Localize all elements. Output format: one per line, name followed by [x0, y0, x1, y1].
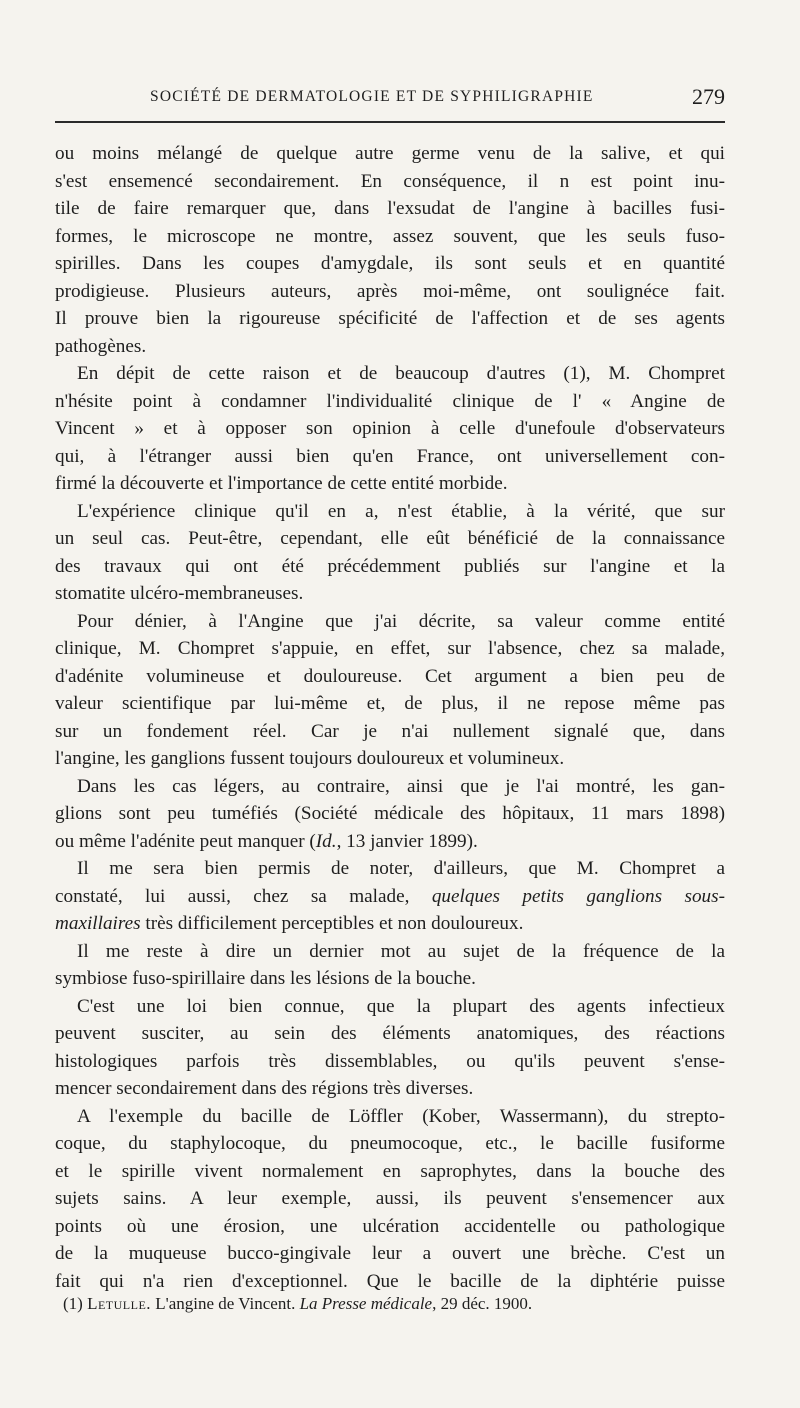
text-line: peuvent susciter, au sein des éléments anatomiques, des réactions [55, 1023, 725, 1044]
text-line: Il prouve bien la rigoureuse spécificité de l'affection et de ses agents [55, 308, 725, 329]
footnote-author: Letulle. [87, 1294, 152, 1313]
text-line: Il me reste à dire un dernier mot au sujet de la fréquence de la [77, 940, 725, 962]
text-line: A l'exemple du bacille de Löffler (Kober, Wassermann), du strepto- [77, 1105, 725, 1127]
text-line: sur un fondement réel. Car je n'ai nullement signalé que, dans [55, 720, 725, 742]
page-number: 279 [692, 84, 725, 109]
text-line: C'est une loi bien connue, que la plupart des agents infectieux [77, 995, 725, 1017]
text-line: un seul cas. Peut-être, cependant, elle eût bénéficié de la connaissance [55, 528, 725, 549]
text-line: En dépit de cette raison et de beaucoup d'autres (1), M. Chompret [77, 363, 725, 384]
text-segment: très difficilement perceptibles et non douloureux. [140, 913, 524, 934]
text-line: des travaux qui ont été précédemment publiés sur l'angine et la [55, 555, 725, 577]
footnote [55, 1292, 733, 1316]
text-line: histologiques parfois très dissemblables, ou qu'ils peuvent s'ense- [55, 1050, 725, 1072]
header-rule [55, 121, 725, 123]
text-line: s'est ensemencé secondairement. En conséquence, il n est point inu- [55, 170, 725, 192]
text-line: n'hésite point à condamner l'individualité clinique de l' « Angine de [55, 390, 725, 412]
text-line: et le spirille vivent normalement en saprophytes, dans la bouche des [55, 1160, 725, 1182]
text-line: spirilles. Dans les coupes d'amygdale, ils sont seuls et en quantité [55, 253, 725, 274]
text-line: glions sont peu tuméfiés (Société médicale des hôpitaux, 11 mars 1898) [55, 803, 725, 824]
text-line: de la muqueuse bucco-gingivale leur a ouvert une brèche. C'est un [55, 1243, 725, 1264]
text-line: Dans les cas légers, au contraire, ainsi que je l'ai montré, les gan- [77, 775, 725, 797]
text-line: qui, à l'étranger aussi bien qu'en France, ont universellement con- [55, 445, 725, 467]
text-line: Vincent » et à opposer son opinion à celle d'unefoule d'observateurs [55, 418, 725, 439]
text-line: points où une érosion, une ulcération accidentelle ou pathologique [55, 1215, 725, 1237]
text-segment: , 13 janvier 1899). [336, 830, 478, 852]
text-line [55, 910, 725, 938]
footnote-date: , 29 déc. 1900. [432, 1294, 533, 1313]
text-line: firmé la découverte et l'importance de cette entité morbide. [55, 473, 508, 494]
text-line: Il me sera bien permis de noter, d'ailleurs, que M. Chompret a [77, 858, 725, 879]
text-line: pathogènes. [55, 335, 147, 357]
italic-ref: Id. [315, 830, 337, 852]
text-line [55, 883, 725, 911]
text-line [55, 828, 725, 856]
text-line: valeur scientifique par lui-même et, de plus, il ne repose même pas [55, 693, 725, 714]
text-line: Pour dénier, à l'Angine que j'ai décrite, sa valeur comme entité [77, 610, 725, 632]
footnote-text: L'angine de Vincent. [151, 1294, 300, 1313]
body-text [55, 140, 725, 1295]
footnote-mark: (1) [63, 1294, 83, 1313]
text-line: prodigieuse. Plusieurs auteurs, après moi-même, ont soulignéce fait. [55, 280, 725, 302]
text-line: d'adénite volumineuse et douloureuse. Cet argument a bien peu de [55, 665, 725, 687]
text-segment: constaté, lui aussi, chez sa malade, [55, 885, 432, 907]
text-line: symbiose fuso-spirillaire dans les lésions de la bouche. [55, 968, 476, 989]
text-line: ou moins mélangé de quelque autre germe venu de la salive, et qui [55, 143, 725, 164]
text-line: sujets sains. A leur exemple, aussi, ils peuvent s'ensemencer aux [55, 1188, 725, 1209]
footnote-journal: La Presse médicale [299, 1294, 433, 1313]
text-line: tile de faire remarquer que, dans l'exsudat de l'angine à bacilles fusi- [55, 198, 725, 219]
italic-phrase: maxillaires [55, 913, 141, 934]
page-header [55, 84, 725, 114]
text-segment: ou même l'adénite peut manquer ( [55, 830, 316, 852]
text-line: clinique, M. Chompret s'appuie, en effet, sur l'absence, chez sa malade, [55, 638, 725, 659]
text-line: mencer secondairement dans des régions très diverses. [55, 1078, 474, 1099]
text-line: fait qui n'a rien d'exceptionnel. Que le bacille de la diphtérie puisse [55, 1270, 725, 1292]
italic-phrase: quelques petits ganglions sous- [431, 885, 725, 907]
running-title: SOCIÉTÉ DE DERMATOLOGIE ET DE SYPHILIGRAPHIE [150, 88, 594, 105]
text-line: stomatite ulcéro-membraneuses. [55, 583, 304, 604]
text-line: formes, le microscope ne montre, assez souvent, que les seuls fuso- [55, 225, 725, 247]
text-line: L'expérience clinique qu'il en a, n'est établie, à la vérité, que sur [77, 500, 725, 522]
text-line: l'angine, les ganglions fussent toujours douloureux et volumineux. [55, 748, 565, 769]
text-line: coque, du staphylocoque, du pneumocoque, etc., le bacille fusiforme [55, 1133, 725, 1154]
